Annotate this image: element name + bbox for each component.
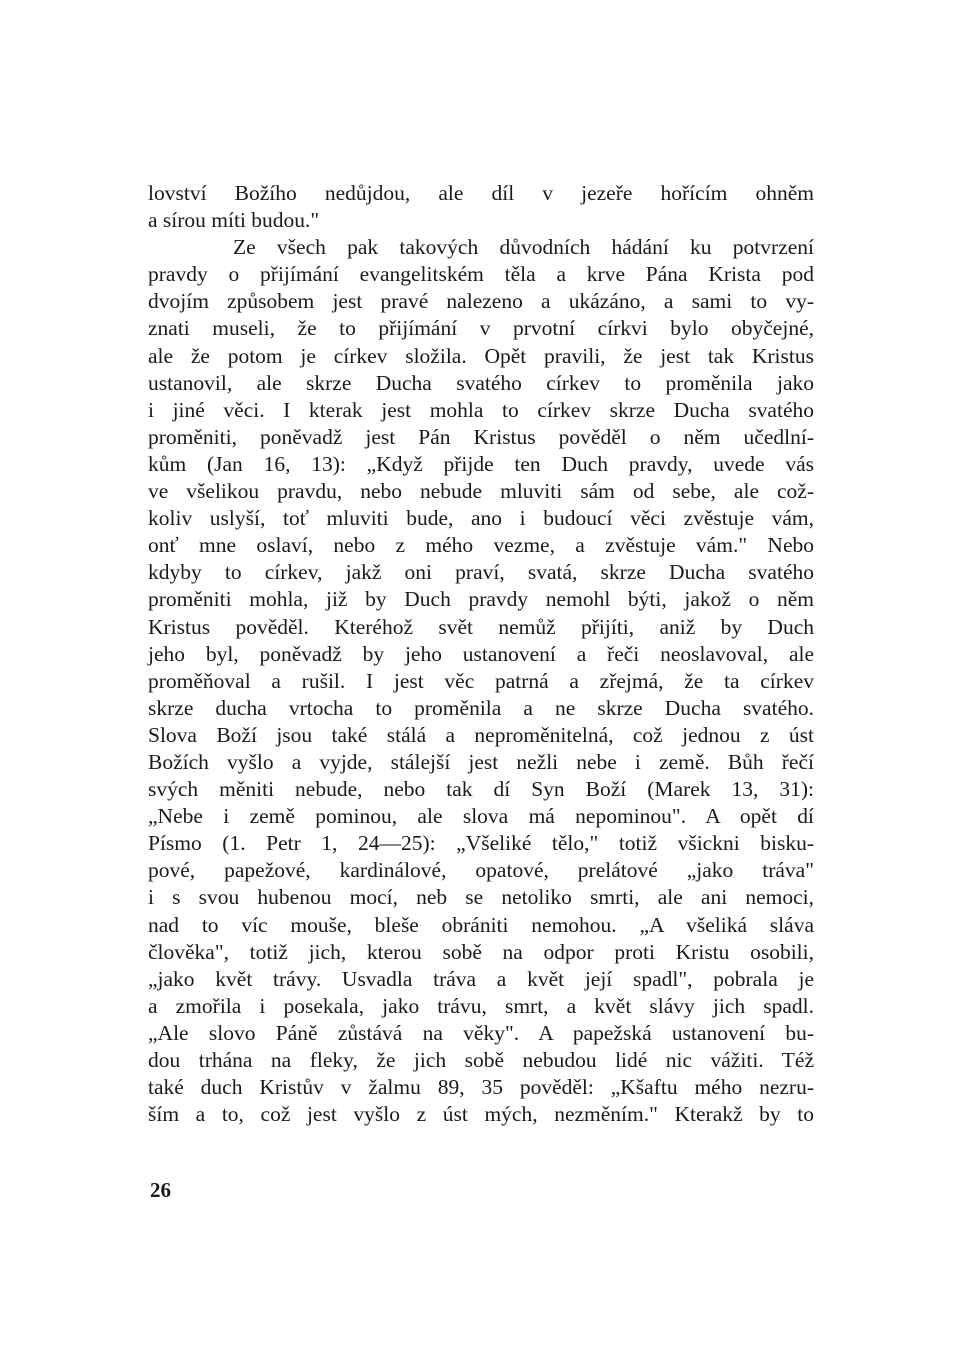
text-line: svých měniti nebude, nebo tak dí Syn Boží (Marek 13, 31):	[148, 777, 814, 802]
text-line: a zmořila i posekala, jako trávu, smrt, a květ slávy jich spadl.	[148, 993, 814, 1018]
text-line: dvojím způsobem jest pravé nalezeno a ukázáno, a sami to vy-	[148, 289, 814, 314]
text-line: „Nebe i země pominou, ale slova má nepominou". A opět dí	[148, 804, 814, 829]
text-line: i s svou hubenou mocí, neb se netoliko smrti, ale ani nemoci,	[148, 885, 814, 910]
text-line: pravdy o přijímání evangelitském těla a krve Pána Krista pod	[148, 262, 814, 287]
text-line: ším a to, což jest vyšlo z úst mých, nezměním." Kterakž by to	[148, 1102, 814, 1127]
text-line: pové, papežové, kardinálové, opatové, prelátové „jako tráva"	[148, 858, 814, 883]
page-number: 26	[150, 1178, 171, 1202]
text-line: člověka", totiž jich, kterou sobě na odpor proti Kristu osobili,	[148, 939, 814, 964]
text-line: koliv uslyší, toť mluviti bude, ano i budoucí věci zvěstuje vám,	[148, 506, 814, 531]
text-line: kům (Jan 16, 13): „Když přijde ten Duch pravdy, uvede vás	[148, 451, 814, 476]
text-line: Ze všech pak takových důvodních hádání ku potvrzení	[148, 235, 814, 260]
body-text	[148, 180, 814, 1128]
text-line: proměňoval a rušil. I jest věc patrná a zřejmá, že ta církev	[148, 668, 814, 693]
text-line: kdyby to církev, jakž oni praví, svatá, skrze Ducha svatého	[148, 560, 814, 585]
text-line: znati museli, že to přijímání v prvotní církvi bylo obyčejné,	[148, 316, 814, 341]
text-line: Slova Boží jsou také stálá a neproměnitelná, což jednou z úst	[148, 722, 814, 747]
text-line: proměniti mohla, již by Duch pravdy nemohl býti, jakož o něm	[148, 587, 814, 612]
text-line: proměniti, poněvadž jest Pán Kristus pověděl o něm učedlní-	[148, 424, 814, 449]
text-line: dou trhána na fleky, že jich sobě nebudou lidé nic vážiti. Též	[148, 1048, 814, 1072]
text-line: Kristus pověděl. Kteréhož svět nemůž přijíti, aniž by Duch	[148, 614, 814, 639]
text-line: ve všelikou pravdu, nebo nebude mluviti sám od sebe, ale což-	[148, 479, 814, 504]
text-line: i jiné věci. I kterak jest mohla to církev skrze Ducha svatého	[148, 397, 814, 422]
text-line: skrze ducha vrtocha to proměnila a ne skrze Ducha svatého.	[148, 695, 814, 720]
text-line: a sírou míti budou."	[148, 208, 320, 233]
text-line: lovství Božího nedůjdou, ale díl v jezeře hořícím ohněm	[148, 181, 814, 205]
text-line: „jako květ trávy. Usvadla tráva a květ její spadl", pobrala je	[148, 966, 814, 991]
text-line: ustanovil, ale skrze Ducha svatého církev to proměnila jako	[148, 370, 814, 395]
text-line: ale že potom je církev složila. Opět pravili, že jest tak Kristus	[148, 343, 814, 368]
text-line: Božích vyšlo a vyjde, stálejší jest nežli nebe i země. Bůh řečí	[148, 749, 814, 774]
text-line: onť mne oslaví, nebo z mého vezme, a zvěstuje vám." Nebo	[148, 533, 814, 558]
text-line: Písmo (1. Petr 1, 24—25): „Všeliké tělo," totiž všickni bisku-	[148, 831, 814, 856]
text-line: také duch Kristův v žalmu 89, 35 pověděl: „Kšaftu mého nezru-	[148, 1075, 814, 1100]
text-line: „Ale slovo Páně zůstává na věky". A papežská ustanovení bu-	[148, 1020, 814, 1045]
text-line: nad to víc mouše, bleše obrániti nemohou. „A všeliká sláva	[148, 912, 814, 937]
text-line: jeho byl, poněvadž by jeho ustanovení a řeči neoslavoval, ale	[148, 641, 814, 666]
